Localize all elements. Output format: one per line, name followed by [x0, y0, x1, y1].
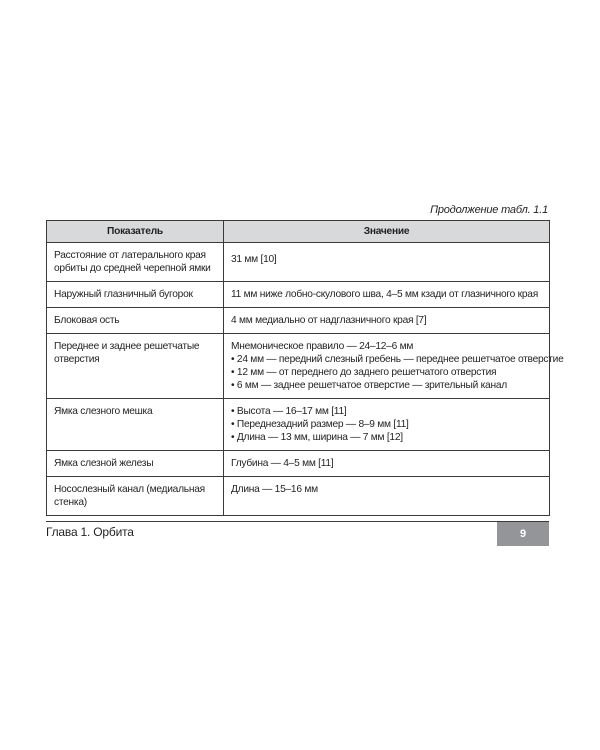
indicator-text: орбиты до средней черепной ямки	[54, 263, 211, 274]
indicator-text: Носослезный канал (медиальная	[54, 484, 205, 495]
indicator-text: Расстояние от латерального края	[54, 250, 206, 261]
value-text: 11 мм ниже лобно-скулового шва, 4–5 мм кзади от глазничного края	[231, 289, 538, 300]
value-text: Мнемоническое правило — 24–12–6 мм	[231, 341, 414, 352]
table-row	[47, 308, 550, 334]
indicator-text: Ямка слезного мешка	[54, 406, 153, 417]
indicator-text: Наружный глазничный бугорок	[54, 289, 193, 300]
value-cell	[224, 334, 564, 399]
table-header-row	[47, 221, 550, 243]
table-row	[47, 477, 550, 516]
table-row	[47, 334, 550, 399]
table-row	[47, 243, 550, 282]
footer-divider	[46, 521, 549, 522]
value-text: Длина — 15–16 мм	[231, 484, 318, 495]
column-header-value: Значение	[224, 221, 550, 243]
value-text: Глубина — 4–5 мм [11]	[231, 458, 334, 469]
indicator-cell	[47, 477, 224, 516]
indicator-text: отверстия	[54, 354, 100, 365]
indicator-text: стенка)	[54, 497, 87, 508]
value-cell	[224, 282, 550, 308]
value-cell	[224, 451, 550, 477]
indicator-cell	[47, 451, 224, 477]
value-cell	[224, 399, 550, 451]
column-header-indicator: Показатель	[47, 221, 224, 243]
indicator-cell	[47, 334, 224, 399]
value-cell	[224, 243, 550, 282]
value-text: • 6 мм — заднее решетчатое отверстие — зрительный канал	[231, 380, 507, 391]
table-row	[47, 282, 550, 308]
indicator-text: Ямка слезной железы	[54, 458, 154, 469]
table-continuation-caption: Продолжение табл. 1.1	[430, 204, 548, 216]
value-text: 4 мм медиально от надглазничного края [7]	[231, 315, 427, 326]
indicator-cell	[47, 243, 224, 282]
table-row	[47, 399, 550, 451]
value-text: • 12 мм — от переднего до заднего решетчатого отверстия	[231, 367, 497, 378]
value-text: • Длина — 13 мм, ширина — 7 мм [12]	[231, 432, 403, 443]
value-text: 31 мм [10]	[231, 254, 277, 265]
indicator-cell	[47, 399, 224, 451]
orbit-measurements-table	[46, 220, 564, 516]
indicator-cell	[47, 282, 224, 308]
value-cell	[224, 308, 550, 334]
value-cell	[224, 477, 550, 516]
value-text: • Переднезадний размер — 8–9 мм [11]	[231, 419, 409, 430]
value-text: • 24 мм — передний слезный гребень — переднее решетчатое отверстие	[231, 354, 564, 365]
indicator-text: Блоковая ость	[54, 315, 120, 326]
value-text: • Высота — 16–17 мм [11]	[231, 406, 347, 417]
table-row	[47, 451, 550, 477]
page-number-tab: 9	[497, 522, 549, 546]
indicator-cell	[47, 308, 224, 334]
chapter-title: Глава 1. Орбита	[46, 525, 134, 539]
indicator-text: Переднее и заднее решетчатые	[54, 341, 200, 352]
